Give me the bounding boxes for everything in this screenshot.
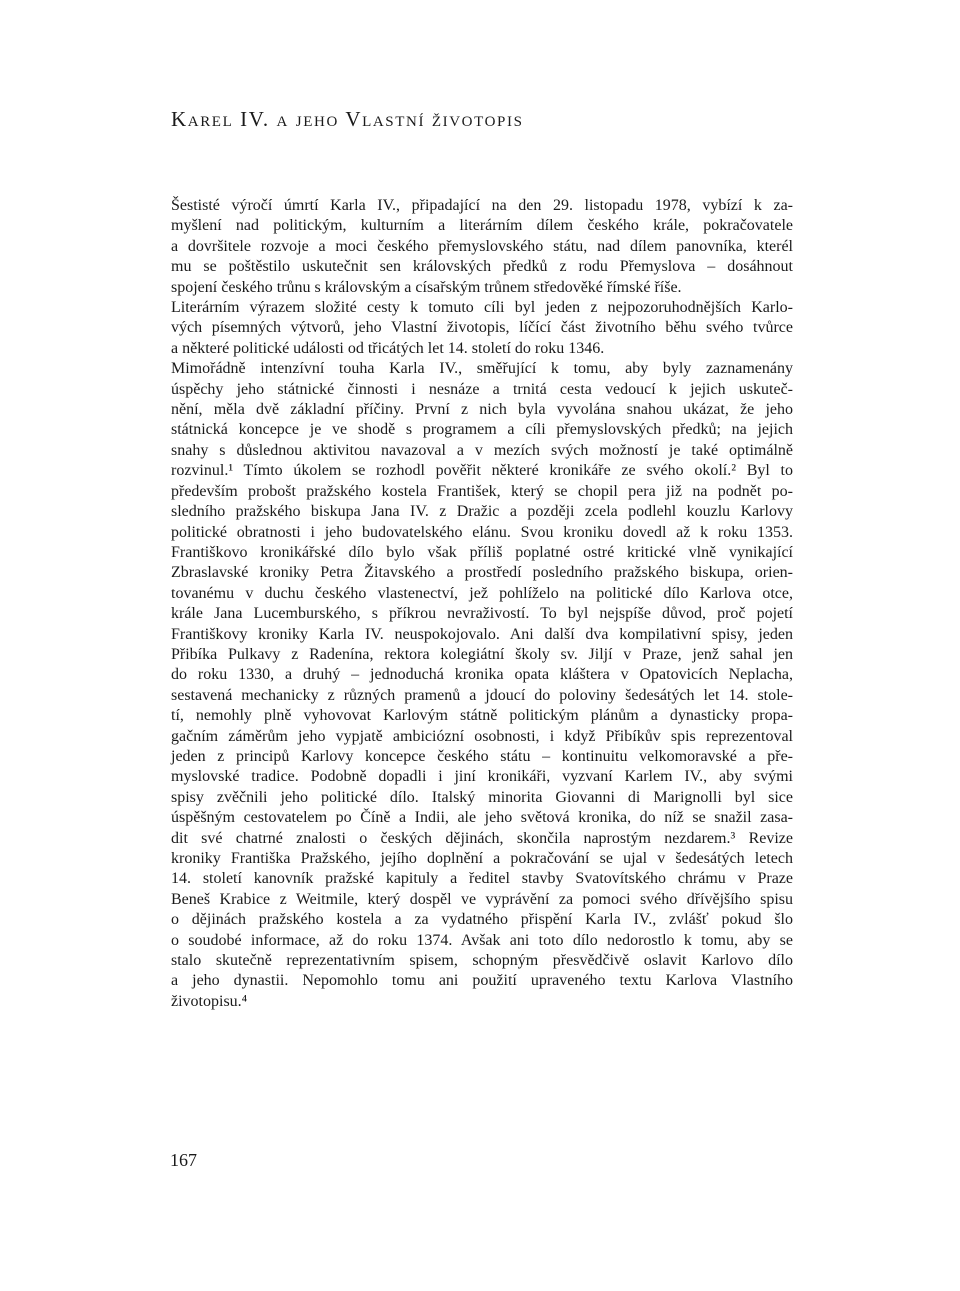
text-line: Literárním výrazem složité cesty k tomuto cíli byl jeden z nejpozoruhodnějších Karlo- (171, 299, 793, 317)
text-line: tí, nemohly plně vyhovovat Karlovým státně politickým plánům a dynasticky propa- (171, 707, 793, 725)
text-line: jeden z principů Karlovy koncepce českého státu – kontinuitu velkomoravské a pře- (171, 747, 793, 765)
text-line: tovanému v duchu českého vlastenectví, jež pohlíželo na politické dílo Karlova otce, (171, 584, 793, 602)
text-line: o dějinách pražského kostela a za vydatného přispění Karla IV., zvlášť pokud šlo (171, 911, 793, 929)
text-line: sledního pražského biskupa Jana IV. z Dražic a později zcela podlehl kouzlu Karlovy (171, 503, 793, 521)
text-line: Šestisté výročí úmrtí Karla IV., připadající na den 29. listopadu 1978, vybízí k za- (171, 197, 793, 214)
text-line: životopisu.⁴ (171, 992, 248, 1010)
text-line: Františkovy kroniky Karla IV. neuspokojovalo. Ani další dva kompilativní spisy, jeden (171, 625, 793, 643)
text-line: spisy zvěčnili jeho politické dílo. Italský minorita Giovanni di Marignolli byl sice (171, 788, 793, 806)
text-line: vých písemných výtvorů, jeho Vlastní životopis, líčící část životního běhu svého tvůrce (171, 319, 793, 337)
text-line: především probošt pražského kostela František, který se chopil pera již na podnět po- (171, 482, 793, 500)
text-line: úspěchy jeho státnické činnosti i nesnáze a trnitá cesta vedoucí k jejich uskuteč- (171, 380, 793, 398)
text-line: o soudobé informace, až do roku 1374. Avšak ani toto dílo nedorostlo k tomu, aby se (171, 931, 793, 949)
text-line: Mimořádně intenzívní touha Karla IV., směřující k tomu, aby byly zaznamenány (171, 360, 793, 378)
text-line: snahy s důslednou aktivitou navazoval a v mezích svých možností je také optimálně (171, 441, 793, 459)
text-line: a některé politické události od třicátých let 14. století do roku 1346. (171, 339, 605, 357)
text-line: Františkovo kronikářské dílo bylo však příliš poplatné ostré kritické vlně vynikající (171, 543, 793, 561)
text-line: a jeho dynastii. Nepomohlo tomu ani použití upraveného textu Karlova Vlastního (171, 972, 793, 990)
page-number: 167 (170, 1150, 197, 1170)
body-text (171, 196, 793, 1012)
text-line: krále Jana Lucemburského, s příkrou nevraživostí. To byl nejspíše důvod, proč pojetí (171, 605, 793, 623)
text-line: spojení českého trůnu s královským a císařským trůnem středověké římské říše. (171, 278, 682, 296)
text-line: kroniky Františka Pražského, jejího doplnění a pokračování se ujal v šedesátých letech (171, 850, 793, 867)
text-line: a dovršitele rozvoje a moci českého přemyslovského státu, nad dílem panovníka, kterél (171, 237, 793, 255)
text-line: Zbraslavské kroniky Petra Žitavského a prostředí posledního pražského biskupa, orien- (171, 564, 793, 582)
text-line: stalo skutečně reprezentativním spisem, schopným přesvědčivě oslavit Karlovo dílo (171, 952, 793, 970)
chapter-title: Karel IV. a jeho Vlastní životopis (171, 107, 524, 131)
text-line: úspěšným cestovatelem po Číně a Indii, ale jeho světová kronika, do níž se snažil zasa- (171, 809, 793, 827)
text-line: Přibíka Pulkavy z Radenína, rektora kolegiátní školy sv. Jiljí v Praze, jenž sahal jen (171, 645, 793, 663)
text-line: 14. století kanovník pražské kapituly a ředitel stavby Svatovítského chrámu v Praze (171, 870, 793, 888)
text-line: mu se poštěstilo uskutečnit sen královských předků z rodu Přemyslova – dosáhnout (171, 258, 793, 276)
text-line: sestavená mechanicky z různých pramenů a jdoucí do poloviny šedesátých let 14. stole- (171, 686, 793, 704)
text-line: státnická koncepce je ve shodě s programem a cíli přemyslovských předků; na jejich (171, 421, 793, 439)
text-line: nění, měla dvě základní příčiny. První z nich byla vyvolána snahou ukázat, že jeho (171, 401, 793, 419)
text-line: politické obratnosti i jeho budovatelského elánu. Svou kroniku dovedl až k roku 1353. (171, 523, 793, 541)
text-line: myslovské tradice. Podobně dopadli i jiní kronikáři, vyzvaní Karlem IV., aby svými (171, 768, 793, 786)
text-line: dit své chatrné znalosti o českých dějinách, skončila naprostým nezdarem.³ Revize (171, 829, 793, 847)
text-line: rozvinul.¹ Tímto úkolem se rozhodl pověřit některé kronikáře ze svého okolí.² Byl to (171, 462, 793, 480)
text-line: Beneš Krabice z Weitmile, který dospěl ve vyprávění za pomoci svého dřívějšího spisu (171, 890, 793, 908)
text-line: do roku 1330, a druhý – jednoduchá kronika opata kláštera v Opatovicích Neplacha, (171, 666, 793, 684)
text-line: gačním záměrům jeho vypjatě ambiciózní osobnosti, i když Přibíkův spis reprezentoval (171, 727, 793, 745)
text-line: myšlení nad politickým, kulturním a literárním dílem českého krále, pokračovatele (171, 217, 793, 235)
